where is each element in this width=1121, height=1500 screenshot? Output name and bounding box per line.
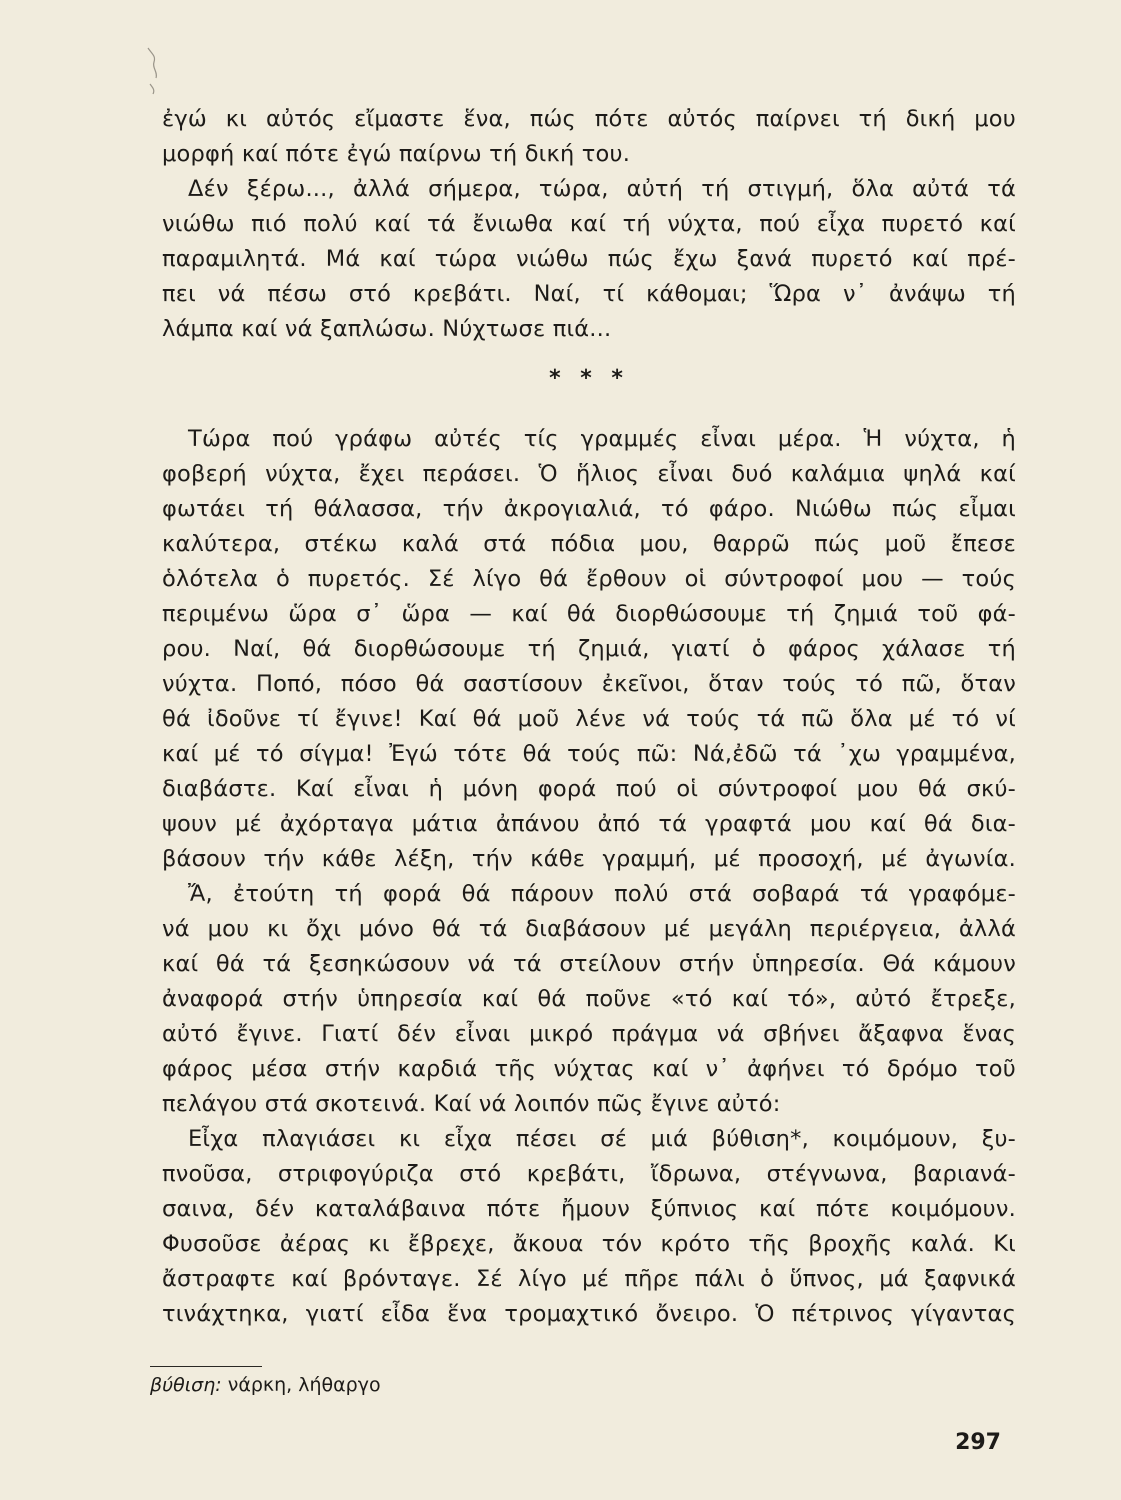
text-line: νά μου κι ὄχι μόνο θά τά διαβάσουν μέ μεγάλη περιέργεια, ἀλλά [162,916,1016,942]
text-line: λάμπα καί νά ξαπλώσω. Νύχτωσε πιά... [162,316,612,342]
text-line: παραμιλητά. Μά καί τώρα νιώθω πώς ἔχω ξανά πυρετό καί πρέ- [162,246,1016,272]
text-line: Εἶχα πλαγιάσει κι εἶχα πέσει σέ μιά βύθιση*, κοιμόμουν, ξυ- [188,1126,1016,1152]
text-line: τινάχτηκα, γιατί εἶδα ἕνα τρομαχτικό ὄνειρο. Ὁ πέτρινος γίγαντας [162,1301,1016,1327]
text-line: σαινα, δέν καταλάβαινα πότε ἤμουν ξύπνιος καί πότε κοιμόμουν. [162,1196,1016,1222]
text-line: φοβερή νύχτα, ἔχει περάσει. Ὁ ἥλιος εἶναι δυό καλάμια ψηλά καί [162,461,1016,487]
text-line: ὁλότελα ὁ πυρετός. Σέ λίγο θά ἔρθουν οἱ σύντροφοί μου — τούς [162,566,1016,592]
text-line: ρου. Ναί, θά διορθώσουμε τή ζημιά, γιατί ὁ φάρος χάλασε τή [162,636,1016,662]
text-line: νύχτα. Ποπό, πόσο θά σαστίσουν ἐκεῖνοι, ὅταν τούς τό πῶ, ὅταν [162,671,1016,697]
footnote [150,1372,381,1398]
text-line: ἐγώ κι αὐτός εἴμαστε ἕνα, πώς πότε αὐτός παίρνει τή δική μου [162,106,1016,132]
text-line: πελάγου στά σκοτεινά. Καί νά λοιπόν πῶς ἔγινε αὐτό: [162,1091,781,1117]
text-line: μορφή καί πότε ἐγώ παίρνω τή δική του. [162,141,631,167]
text-line: νιώθω πιό πολύ καί τά ἔνιωθα καί τή νύχτα, πού εἶχα πυρετό καί [162,211,1016,237]
ink-smudge-mark [144,44,162,96]
text-line: καλύτερα, στέκω καλά στά πόδια μου, θαρρῶ πώς μοῦ ἔπεσε [162,531,1016,557]
text-line: Φυσοῦσε ἀέρας κι ἔβρεχε, ἄκουα τόν κρότο τῆς βροχῆς καλά. Κι [162,1231,1016,1257]
text-line: θά ἰδοῦνε τί ἔγινε! Καί θά μοῦ λένε νά τούς τά πῶ ὅλα μέ τό νί [162,706,1016,732]
footnote-divider [150,1366,262,1367]
text-line: ἀναφορά στήν ὑπηρεσία καί θά ποῦνε «τό καί τό», αὐτό ἔτρεξε, [162,986,1016,1012]
text-line: πνοῦσα, στριφογύριζα στό κρεβάτι, ἴδρωνα, στέγνωνα, βαριανά- [162,1161,1016,1187]
text-line: βάσουν τήν κάθε λέξη, τήν κάθε γραμμή, μέ προσοχή, μέ ἀγωνία. [162,846,1016,872]
text-line: Τώρα πού γράφω αὐτές τίς γραμμές εἶναι μέρα. Ἡ νύχτα, ἡ [188,426,1016,452]
text-line: πει νά πέσω στό κρεβάτι. Ναί, τί κάθομαι; Ὥρα ν᾿ ἀνάψω τή [162,281,1016,307]
text-line: αὐτό ἔγινε. Γιατί δέν εἶναι μικρό πράγμα νά σβήνει ἄξαφνα ἕνας [162,1021,1016,1047]
text-line: περιμένω ὥρα σ᾿ ὥρα — καί θά διορθώσουμε τή ζημιά τοῦ φά- [162,601,1016,627]
text-section-2 [162,422,1016,1332]
text-line: φωτάει τή θάλασσα, τήν ἀκρογιαλιά, τό φάρο. Νιώθω πώς εἶμαι [162,496,1016,522]
text-line: ψουν μέ ἀχόρταγα μάτια ἀπάνου ἀπό τά γραφτά μου καί θά δια- [162,811,1016,837]
text-line: καί θά τά ξεσηκώσουν νά τά στείλουν στήν ὑπηρεσία. Θά κάμουν [162,951,1016,977]
text-line: διαβάστε. Καί εἶναι ἡ μόνη φορά πού οἱ σύντροφοί μου θά σκύ- [162,776,1016,802]
text-line: Δέν ξέρω..., ἀλλά σήμερα, τώρα, αὐτή τή στιγμή, ὅλα αὐτά τά [188,176,1016,202]
text-line: φάρος μέσα στήν καρδιά τῆς νύχτας καί ν᾿ ἀφήνει τό δρόμο τοῦ [162,1056,1016,1082]
text-line: Ἄ, ἐτούτη τή φορά θά πάρουν πολύ στά σοβαρά τά γραφόμε- [188,881,1016,907]
page-number: 297 [955,1430,1001,1455]
footnote-definition: νάρκη, λήθαργο [227,1374,381,1396]
section-separator: * * * [549,366,629,391]
text-line: καί μέ τό σίγμα! Ἐγώ τότε θά τούς πῶ: Νά,ἐδῶ τά ᾿χω γραμμένα, [162,741,1016,767]
text-line: ἄστραφτε καί βρόνταγε. Σέ λίγο μέ πῆρε πάλι ὁ ὕπνος, μά ξαφνικά [162,1266,1016,1292]
text-section-1 [162,102,1016,347]
footnote-term: βύθιση: [150,1374,222,1396]
